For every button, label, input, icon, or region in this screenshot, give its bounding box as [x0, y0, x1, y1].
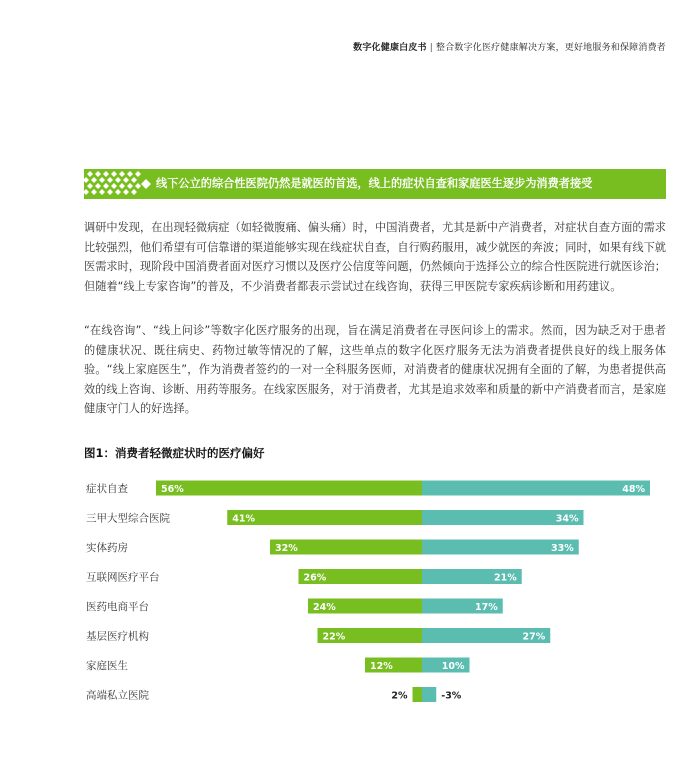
diverging-bar-chart: [0, 470, 696, 730]
header-separator: |: [429, 43, 433, 53]
banner-heading: 线下公立的综合性医院仍然是就医的首选，线上的症状自查和家庭医生逐步为消费者接受: [156, 177, 593, 190]
value-label-left: 2%: [391, 690, 408, 702]
bar-left: [156, 481, 422, 496]
value-label-left: 32%: [275, 543, 298, 554]
section-banner: [84, 169, 666, 199]
value-label-left: 41%: [232, 513, 255, 525]
category-label: 高端私立医院: [86, 689, 149, 702]
category-label: 三甲大型综合医院: [86, 512, 170, 525]
value-label-right: 27%: [522, 631, 546, 643]
header-title: 数字化健康白皮书: [353, 43, 427, 53]
running-header: [353, 40, 666, 53]
value-label-right: -3%: [441, 690, 462, 702]
value-label-left: 22%: [322, 631, 346, 643]
bar-left: [227, 510, 422, 525]
value-label-right: 17%: [475, 602, 498, 613]
value-label-left: 56%: [161, 484, 184, 495]
bar-right: [422, 481, 650, 496]
category-label: 医药电商平台: [86, 601, 149, 613]
category-label: 症状自查: [86, 483, 128, 495]
value-label-right: 34%: [555, 513, 579, 525]
figure-title: 图1：消费者轻微症状时的医疗偏好: [84, 446, 265, 460]
value-label-left: 24%: [313, 602, 336, 613]
value-label-right: 33%: [551, 543, 574, 554]
category-label: 互联网医疗平台: [86, 571, 160, 584]
paragraph-2: “在线咨询”、“线上问诊”等数字化医疗服务的出现，旨在满足消费者在寻医问诊上的需求。然而，因为缺乏对于患者的健康状况、既往病史、药物过敏等情况的了解，这些单点的数字化医疗服务无法为消费者提供良好的线上服务体验。“线上家庭医生”，作为消费者签约的一对一全科服务医师，对消费者的健康状况拥有全面的了解，为患者提供高效的线上咨询、诊断、用药等服务。在线家医服务，对于消费者，尤其是追求效率和质量的新中产消费者而言，是家庭健康守门人的好选择。: [84, 324, 666, 415]
category-label: 基层医疗机构: [86, 630, 149, 643]
category-label: 家庭医生: [86, 660, 128, 672]
header-subtitle: 整合数字化医疗健康解决方案，更好地服务和保障消费者: [435, 43, 666, 53]
value-label-right: 10%: [441, 661, 465, 672]
bar-left: [413, 687, 423, 702]
diamond-pattern-icon: [84, 169, 156, 199]
value-label-left: 26%: [303, 572, 327, 584]
paragraph-1: 调研中发现，在出现轻微病症（如轻微腹痛、偏头痛）时，中国消费者，尤其是新中产消费者，对症状自查方面的需求比较强烈，他们希望有可信靠谱的渠道能够实现在线症状自查，自行购药服用，减少就医的奔波；同时，如果有线下就医需求时，现阶段中国消费者面对医疗习惯以及医疗公信度等问题，仍然倾向于选择公立的综合性医院进行就医诊治；但随着“线上专家咨询”的普及，不少消费者都表示尝试过在线咨询，获得三甲医院专家疾病诊断和用药建议。: [84, 221, 666, 293]
value-label-right: 48%: [622, 484, 645, 495]
category-label: 实体药房: [86, 542, 128, 554]
value-label-left: 12%: [370, 661, 393, 672]
value-label-right: 21%: [494, 572, 517, 584]
bar-right: [422, 687, 436, 702]
